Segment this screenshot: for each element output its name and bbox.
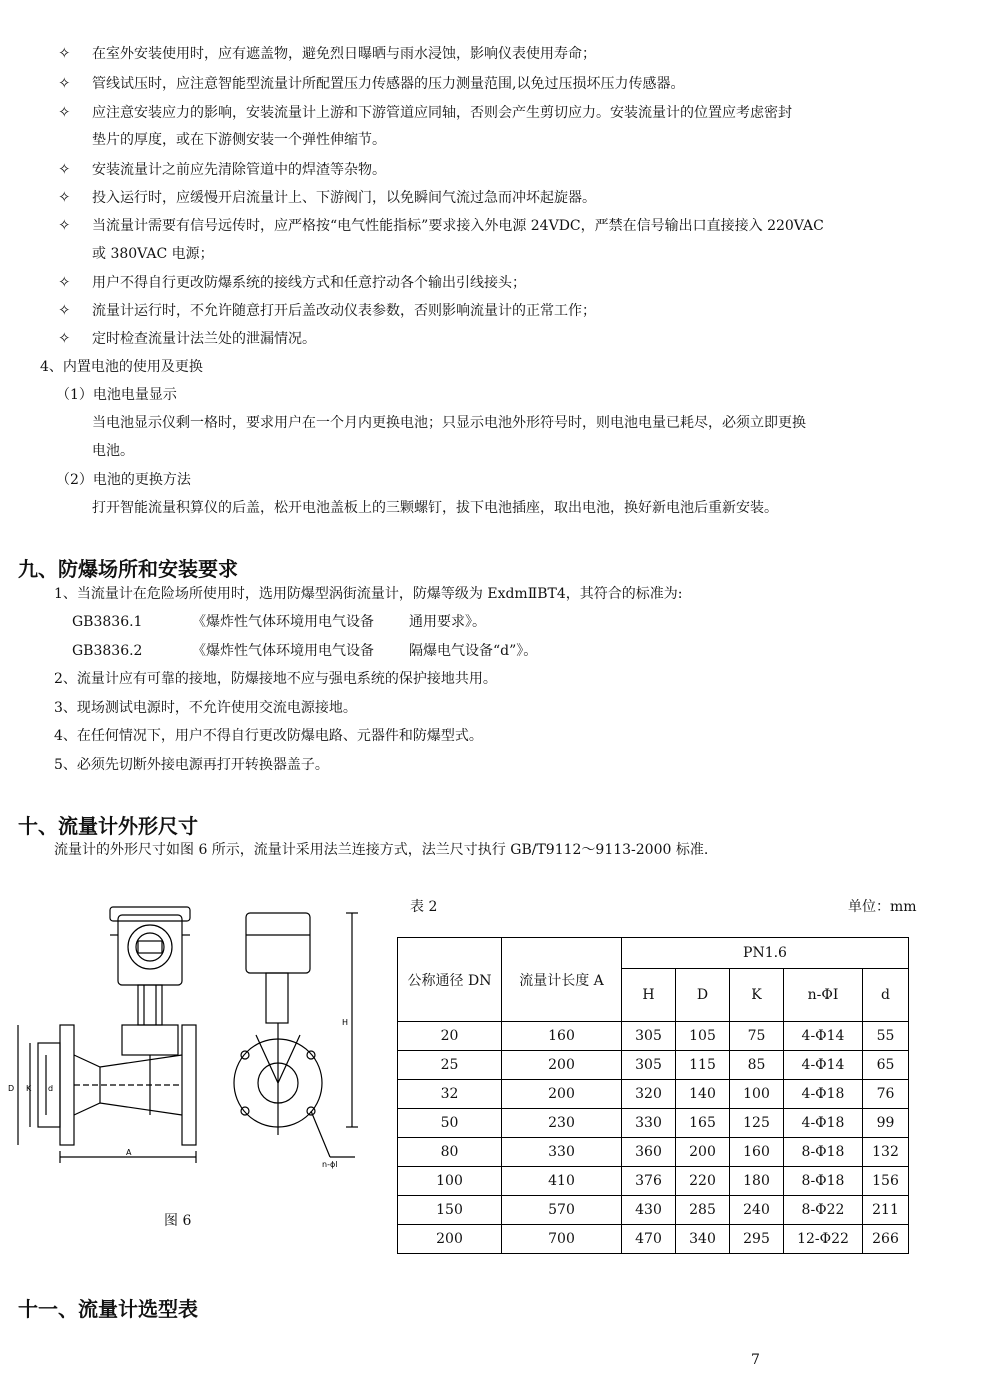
- header-H: H: [622, 969, 676, 1022]
- table-row: [398, 1138, 909, 1167]
- table-unit: 单位：mm: [848, 899, 917, 915]
- cell: 240: [730, 1196, 784, 1225]
- bullet-item: 定时检查流量计法兰处的泄漏情况。: [92, 331, 316, 347]
- cell: 320: [622, 1080, 676, 1109]
- bullet-item: 当流量计需要有信号远传时，应严格按“电气性能指标”要求接入外电源 24VDC，严禁在信号输出口直接接入 220VAC: [92, 218, 824, 234]
- bullet-item: 安装流量计之前应先清除管道中的焊渣等杂物。: [92, 162, 386, 178]
- header-D: D: [676, 969, 730, 1022]
- cell: 8-Φ22: [784, 1196, 863, 1225]
- bullet-icon: ✧: [58, 44, 71, 62]
- cell: 25: [398, 1051, 502, 1080]
- section11-heading: 十一、流量计选型表: [18, 1297, 198, 1321]
- cell: 65: [863, 1051, 909, 1080]
- dim-label-H: H: [342, 1018, 349, 1027]
- std-name: 《爆炸性气体环境用电气设备: [192, 643, 374, 659]
- cell: 305: [622, 1022, 676, 1051]
- cell: 75: [730, 1022, 784, 1051]
- table-row: [398, 1225, 909, 1254]
- cell: 8-Φ18: [784, 1138, 863, 1167]
- cell: 570: [502, 1196, 622, 1225]
- cell: 4-Φ14: [784, 1022, 863, 1051]
- bullet-item: 管线试压时，应注意智能型流量计所配置压力传感器的压力测量范围,以免过压损坏压力传感器。: [92, 76, 685, 92]
- cell: 50: [398, 1109, 502, 1138]
- cell: 470: [622, 1225, 676, 1254]
- bullet-icon: ✧: [58, 301, 71, 319]
- section9-item: 2、流量计应有可靠的接地，防爆接地不应与强电系统的保护接地共用。: [54, 671, 497, 687]
- cell: 330: [502, 1138, 622, 1167]
- cell: 8-Φ18: [784, 1167, 863, 1196]
- header-pn: PN1.6: [622, 938, 909, 969]
- cell: 160: [730, 1138, 784, 1167]
- cell: 410: [502, 1167, 622, 1196]
- section9-item: 5、必须先切断外接电源再打开转换器盖子。: [54, 757, 329, 773]
- bullet-icon: ✧: [58, 160, 71, 178]
- page-number: 7: [751, 1352, 760, 1368]
- header-K: K: [730, 969, 784, 1022]
- cell: 211: [863, 1196, 909, 1225]
- table-row: [398, 1109, 909, 1138]
- header-length: 流量计长度 A: [502, 938, 622, 1022]
- cell: 376: [622, 1167, 676, 1196]
- section10-heading: 十、流量计外形尺寸: [18, 814, 198, 838]
- battery-title: 4、内置电池的使用及更换: [40, 359, 203, 375]
- bullet-icon: ✧: [58, 273, 71, 291]
- section9-item: 4、在任何情况下，用户不得自行更改防爆电路、元器件和防爆型式。: [54, 728, 483, 744]
- cell: 165: [676, 1109, 730, 1138]
- battery-sub1-line: 电池。: [92, 443, 134, 459]
- cell: 140: [676, 1080, 730, 1109]
- table-row: [398, 1167, 909, 1196]
- cell: 330: [622, 1109, 676, 1138]
- cell: 150: [398, 1196, 502, 1225]
- cell: 220: [676, 1167, 730, 1196]
- cell: 430: [622, 1196, 676, 1225]
- dimension-table: [397, 937, 909, 1254]
- dim-label-A: A: [126, 1148, 132, 1157]
- dim-label-K: K: [26, 1084, 32, 1093]
- cell: 115: [676, 1051, 730, 1080]
- bullet-item: 应注意安装应力的影响，安装流量计上游和下游管道应同轴，否则会产生剪切应力。安装流量计的位置应考虑密封: [92, 105, 792, 121]
- section9-item: 3、现场测试电源时，不允许使用交流电源接地。: [54, 700, 357, 716]
- bullet-icon: ✧: [58, 103, 71, 121]
- cell: 76: [863, 1080, 909, 1109]
- cell: 295: [730, 1225, 784, 1254]
- cell: 85: [730, 1051, 784, 1080]
- std-name: 《爆炸性气体环境用电气设备: [192, 614, 374, 630]
- std-tail: 通用要求》。: [409, 614, 486, 630]
- cell: 100: [730, 1080, 784, 1109]
- bullet-icon: ✧: [58, 188, 71, 206]
- cell: 230: [502, 1109, 622, 1138]
- bullet-icon: ✧: [58, 216, 71, 234]
- bullet-item-continued: 垫片的厚度，或在下游侧安装一个弹性伸缩节。: [92, 132, 386, 148]
- cell: 105: [676, 1022, 730, 1051]
- dim-label-d: d: [48, 1084, 54, 1093]
- battery-sub2-line: 打开智能流量积算仪的后盖，松开电池盖板上的三颗螺钉，拔下电池插座，取出电池，换好新电池后重新安装。: [92, 500, 778, 516]
- bullet-item-continued: 或 380VAC 电源；: [92, 246, 214, 262]
- std-tail: 隔爆电气设备“d”》。: [409, 643, 538, 659]
- cell: 156: [863, 1167, 909, 1196]
- bullet-item: 投入运行时，应缓慢开启流量计上、下游阀门，以免瞬间气流过急而冲坏起旋器。: [92, 190, 596, 206]
- section9-heading: 九、防爆场所和安装要求: [18, 557, 238, 581]
- bullet-icon: ✧: [58, 74, 71, 92]
- section9-item: 1、当流量计在危险场所使用时，选用防爆型涡街流量计，防爆等级为 ExdmⅡBT4，其符合的标准为:: [54, 586, 683, 602]
- cell: 99: [863, 1109, 909, 1138]
- figure-caption: 图 6: [164, 1213, 192, 1229]
- cell: 80: [398, 1138, 502, 1167]
- cell: 4-Φ14: [784, 1051, 863, 1080]
- bullet-icon: ✧: [58, 329, 71, 347]
- dim-label-nphi: n-ϕl: [322, 1160, 338, 1169]
- battery-sub1-title: （1）电池电量显示: [56, 387, 177, 403]
- table-row: [398, 1196, 909, 1225]
- bullet-item: 流量计运行时，不允许随意打开后盖改动仪表参数，否则影响流量计的正常工作；: [92, 303, 596, 319]
- cell: 12-Φ22: [784, 1225, 863, 1254]
- std-code: GB3836.2: [72, 643, 143, 659]
- header-dn: 公称通径 DN: [398, 938, 502, 1022]
- cell: 285: [676, 1196, 730, 1225]
- std-code: GB3836.1: [72, 614, 143, 630]
- cell: 160: [502, 1022, 622, 1051]
- cell: 340: [676, 1225, 730, 1254]
- cell: 180: [730, 1167, 784, 1196]
- header-n-phi: n-ΦI: [784, 969, 863, 1022]
- table-row: [398, 1080, 909, 1109]
- table-row: [398, 1051, 909, 1080]
- header-d: d: [863, 969, 909, 1022]
- dim-label-D: D: [8, 1084, 15, 1093]
- cell: 32: [398, 1080, 502, 1109]
- cell: 100: [398, 1167, 502, 1196]
- cell: 700: [502, 1225, 622, 1254]
- bullet-item: 用户不得自行更改防爆系统的接线方式和任意拧动各个输出引线接头；: [92, 275, 526, 291]
- cell: 266: [863, 1225, 909, 1254]
- section10-intro: 流量计的外形尺寸如图 6 所示，流量计采用法兰连接方式，法兰尺寸执行 GB/T9112～9113-2000 标准.: [54, 842, 709, 858]
- table-row: [398, 1022, 909, 1051]
- table-title: 表 2: [410, 899, 438, 915]
- cell: 20: [398, 1022, 502, 1051]
- battery-sub1-line: 当电池显示仪剩一格时，要求用户在一个月内更换电池；只显示电池外形符号时，则电池电量已耗尽，必须立即更换: [92, 415, 806, 431]
- cell: 200: [502, 1051, 622, 1080]
- cell: 4-Φ18: [784, 1109, 863, 1138]
- cell: 200: [502, 1080, 622, 1109]
- bullet-item: 在室外安装使用时，应有遮盖物，避免烈日曝晒与雨水浸蚀，影响仪表使用寿命；: [92, 46, 596, 62]
- cell: 4-Φ18: [784, 1080, 863, 1109]
- cell: 200: [676, 1138, 730, 1167]
- cell: 305: [622, 1051, 676, 1080]
- cell: 125: [730, 1109, 784, 1138]
- flowmeter-drawing: [0, 895, 380, 1195]
- cell: 200: [398, 1225, 502, 1254]
- cell: 132: [863, 1138, 909, 1167]
- cell: 55: [863, 1022, 909, 1051]
- cell: 360: [622, 1138, 676, 1167]
- battery-sub2-title: （2）电池的更换方法: [56, 472, 191, 488]
